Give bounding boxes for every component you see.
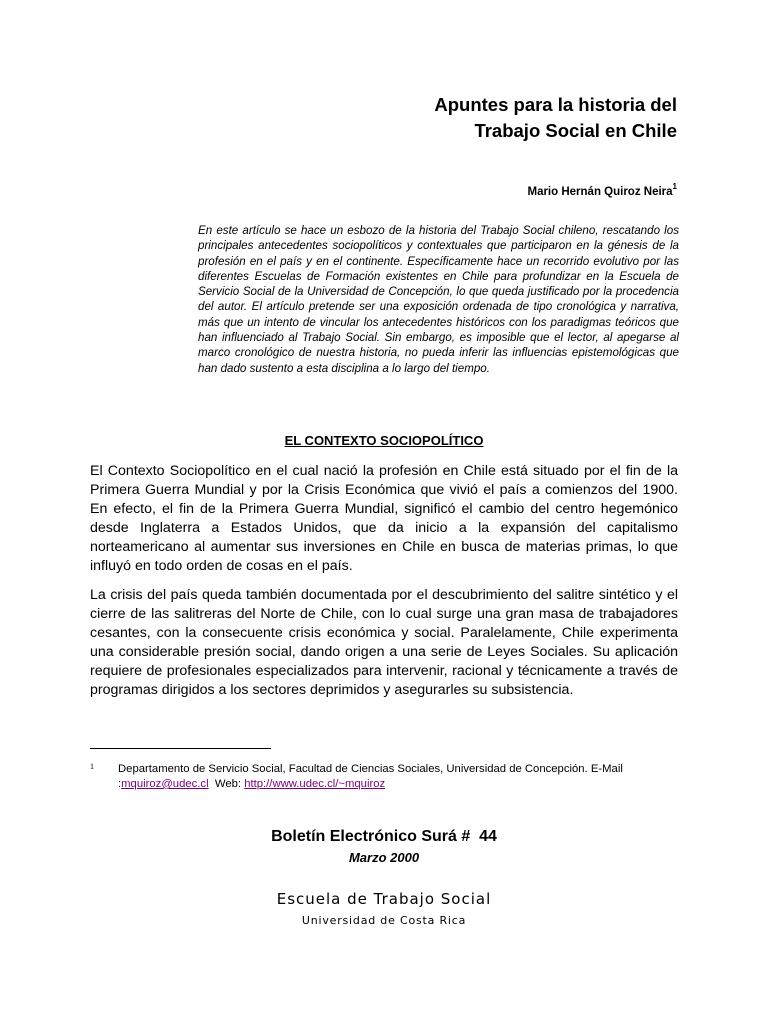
university-name: Universidad de Costa Rica (301, 914, 467, 927)
bulletin-date: Marzo 2000 (348, 850, 420, 865)
author-email-link[interactable]: mquiroz@udec.cl (121, 778, 209, 790)
bulletin-title: Boletín Electrónico Surá # 44 (271, 828, 497, 845)
body-paragraph-2: La crisis del país queda también documentada por el descubrimiento del salitre sintético y el cierre de las salitreras del Norte de Chile, con lo cual surge una gran masa de trabajadores cesantes, con la consecuente crisis económica y social. Paralelamente, Chile experimenta una considerable presión social, dando origen a una serie de Leyes Sociales. Su aplicación requiere de profesionales especializados para intervenir, racional y técnicamente a través de programas dirigidos a los sectores deprimidos y asegurarles su subsistencia. (90, 587, 678, 698)
footnote-separator (90, 748, 271, 749)
footnote-mark: 1 (90, 762, 94, 771)
author-line (527, 183, 677, 198)
author-name: Mario Hernán Quiroz Neira (527, 185, 673, 198)
author-web-link[interactable]: http://www.udec.cl/~mquiroz (244, 778, 386, 790)
footnote (90, 762, 680, 792)
body-paragraph-1: El Contexto Sociopolítico en el cual nació la profesión en Chile está situado por el fin de la Primera Guerra Mundial y por la Crisis Económica que vivió el país a comienzos del 1900. En efecto, el fin de la Primera Guerra Mundial, significó el cambio del centro hegemónico desde Inglaterra a Estados Unidos, que da inicio a la expansión del capitalismo norteamericano al aumentar sus inversiones en Chile en busca de materias primas, lo que influyó en todo orden de cosas en el país. (90, 463, 678, 574)
article-title (434, 92, 677, 144)
footnote-web-label: Web: (208, 778, 245, 790)
footnote-affiliation: Departamento de Servicio Social, Facultad de Ciencias Sociales, Universidad de Concepción. E-Mail : (118, 763, 623, 790)
title-line-2: Trabajo Social en Chile (474, 120, 677, 141)
abstract: En este artículo se hace un esbozo de la historia del Trabajo Social chileno, rescatando los principales antecedentes sociopolíticos y contextuales que participaron en la génesis de la profesión en el país y en el continente. Específicamente hace un recorrido evolutivo por las diferentes Escuelas de Formación existentes en Chile para profundizar en la Escuela de Servicio Social de la Universidad de Concepción, lo que queda justificado por la procedencia del autor. El artículo pretende ser una exposición ordenada de tipo cronológica y narrativa, más que un intento de vincular los antecedentes históricos con los paradigmas teóricos que han influenciado al Trabajo Social. Sin embargo, es imposible que el lector, al apegarse al marco cronológico de nuestra historia, no pueda inferir las influencias epistemológicas que han dado sustento a esta disciplina a lo largo del tiempo. (198, 224, 679, 375)
title-line-1: Apuntes para la historia del (434, 94, 677, 115)
section-heading: EL CONTEXTO SOCIOPOLÍTICO (284, 433, 484, 448)
footnote-text (118, 762, 680, 792)
school-name: Escuela de Trabajo Social (276, 890, 492, 908)
author-footnote-ref[interactable]: 1 (672, 182, 677, 191)
